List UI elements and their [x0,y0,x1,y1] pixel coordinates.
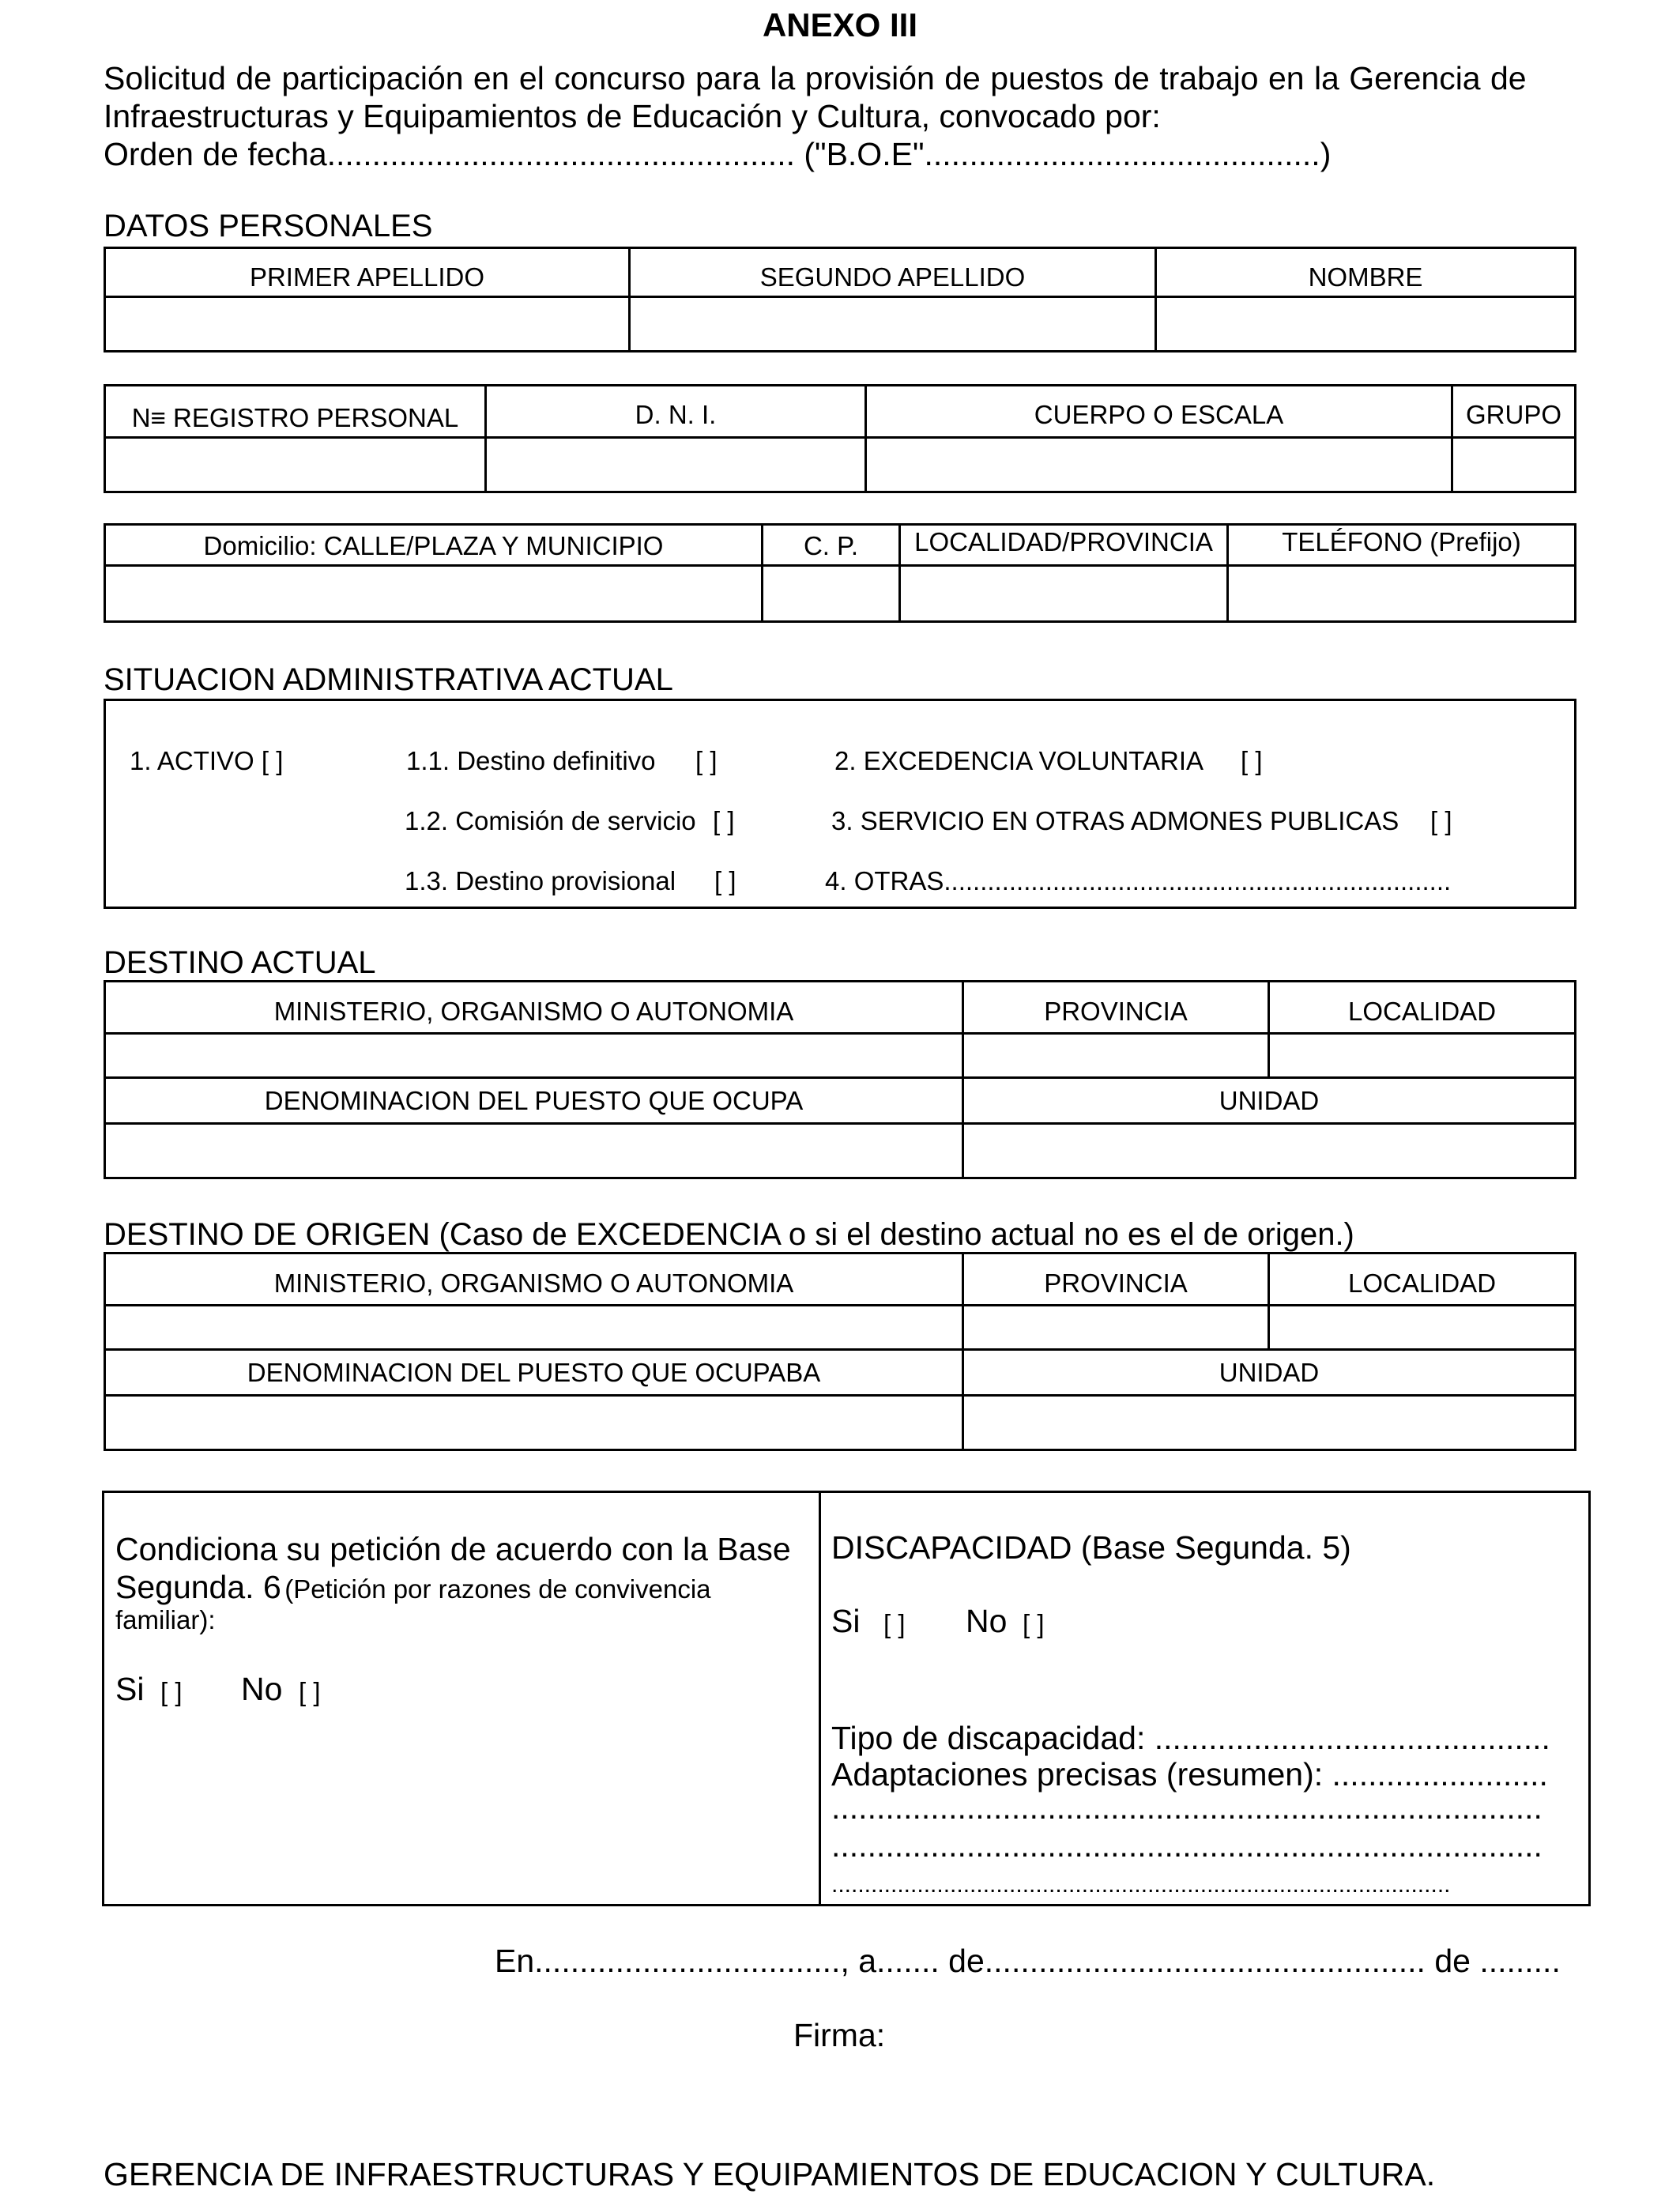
field-localidad[interactable] [1270,1035,1574,1076]
label-localidad-provincia: LOCALIDAD/PROVINCIA [914,527,1213,556]
option-destino-provisional-label: 1.3. Destino provisional [405,866,676,895]
label-unidad-origen: UNIDAD [1219,1358,1320,1387]
field-grupo[interactable] [1453,439,1574,491]
field-localidad-origen[interactable] [1270,1306,1574,1348]
discapacidad-heading: DISCAPACIDAD (Base Segunda. 5) [831,1529,1351,1566]
label-provincia-origen: PROVINCIA [1044,1269,1188,1298]
adaptaciones-line-2[interactable]: ............................................................................... [831,1827,1543,1864]
intro-line-3: Orden de fecha.................................................... ("B.O.E"............................................) [104,136,1332,172]
checkbox-excedencia[interactable]: [ ] [1241,746,1263,775]
checkbox-servicio-otras[interactable]: [ ] [1430,806,1452,835]
adaptaciones-line-1[interactable]: ............................................................................... [831,1789,1543,1826]
field-domicilio[interactable] [106,567,759,620]
label-registro-personal: N≡ REGISTRO PERSONAL [131,403,459,432]
adaptaciones-precisas[interactable]: Adaptaciones precisas (resumen): ........................ [831,1756,1548,1793]
field-telefono[interactable] [1229,567,1574,620]
label-denominacion-puesto-origen: DENOMINACION DEL PUESTO QUE OCUPABA [247,1358,821,1387]
label-ministerio: MINISTERIO, ORGANISMO O AUTONOMIA [273,997,794,1026]
field-localidad-provincia[interactable] [901,567,1224,620]
discapacidad-no-label: No [966,1603,1008,1639]
label-segundo-apellido: SEGUNDO APELLIDO [759,262,1026,292]
label-cp: C. P. [803,531,859,560]
field-unidad-origen[interactable] [964,1397,1574,1449]
label-denominacion-puesto: DENOMINACION DEL PUESTO QUE OCUPA [264,1086,804,1115]
condiciona-line-1: Condiciona su petición de acuerdo con la Base [115,1531,791,1567]
label-cuerpo-escala: CUERPO O ESCALA [1034,400,1284,429]
field-primer-apellido[interactable] [106,298,626,350]
field-nombre[interactable] [1157,298,1574,350]
section-heading-destino-actual: DESTINO ACTUAL [104,945,376,980]
field-cuerpo-escala[interactable] [867,439,1448,491]
option-destino-definitivo-label: 1.1. Destino definitivo [406,746,656,775]
place-date-line[interactable]: En.................................., a....... de................................................. de ......... [495,1943,1561,1979]
label-nombre: NOMBRE [1308,262,1423,292]
condiciona-line-2 [115,1569,711,1606]
condiciona-si-label: Si [115,1671,145,1707]
checkbox-comision[interactable]: [ ] [713,806,735,835]
field-ministerio[interactable] [106,1035,959,1076]
field-dni[interactable] [487,439,862,491]
intro-line-1: Solicitud de participación en el concurso para la provisión de puestos de trabajo en la Gerencia de [104,60,1527,96]
option-comision-label: 1.2. Comisión de servicio [405,806,696,835]
tipo-discapacidad[interactable]: Tipo de discapacidad: ............................................ [831,1720,1550,1756]
section-heading-destino-origen: DESTINO DE ORIGEN (Caso de EXCEDENCIA o si el destino actual no es el de origen.) [104,1217,1354,1252]
discapacidad-si-checkbox[interactable]: [ ] [883,1609,906,1638]
field-unidad[interactable] [964,1125,1574,1177]
section-heading-datos-personales: DATOS PERSONALES [104,209,433,243]
option-otras[interactable]: 4. OTRAS...................................................................... [825,866,1452,895]
field-provincia[interactable] [964,1035,1265,1076]
label-provincia: PROVINCIA [1044,997,1188,1026]
label-unidad: UNIDAD [1219,1086,1320,1115]
label-localidad-origen: LOCALIDAD [1347,1269,1497,1298]
condiciona-razones: (Petición por razones de convivencia [284,1574,711,1604]
label-grupo: GRUPO [1465,400,1561,429]
condiciona-line-3: familiar): [115,1605,216,1634]
option-servicio-otras-label: 3. SERVICIO EN OTRAS ADMONES PUBLICAS [831,806,1399,835]
condiciona-base: Segunda. 6 [115,1569,281,1605]
field-segundo-apellido[interactable] [631,298,1152,350]
field-denominacion-puesto-origen[interactable] [106,1397,959,1449]
label-dni: D. N. I. [635,400,717,429]
field-denominacion-puesto[interactable] [106,1125,959,1177]
condiciona-no-label: No [241,1671,283,1707]
label-domicilio: Domicilio: CALLE/PLAZA Y MUNICIPIO [203,531,664,560]
option-activo[interactable]: 1. ACTIVO [ ] [130,746,284,775]
field-provincia-origen[interactable] [964,1306,1265,1348]
label-telefono: TELÉFONO (Prefijo) [1282,527,1521,556]
firma-label: Firma: [793,2017,886,2053]
intro-line-2: Infraestructuras y Equipamientos de Educación y Cultura, convocado por: [104,98,1161,134]
field-cp[interactable] [763,567,896,620]
field-registro-personal[interactable] [106,439,482,491]
document-title: ANEXO III [762,6,918,43]
gerencia-footer: GERENCIA DE INFRAESTRUCTURAS Y EQUIPAMIENTOS DE EDUCACION Y CULTURA. [104,2156,1436,2192]
checkbox-destino-provisional[interactable]: [ ] [714,866,736,895]
label-localidad: LOCALIDAD [1347,997,1497,1026]
option-excedencia-label: 2. EXCEDENCIA VOLUNTARIA [834,746,1204,775]
adaptaciones-line-3[interactable]: .............................................................................................. [831,1872,1451,1898]
condiciona-si-checkbox[interactable]: [ ] [160,1677,183,1706]
field-ministerio-origen[interactable] [106,1306,959,1348]
section-heading-situacion: SITUACION ADMINISTRATIVA ACTUAL [104,662,673,697]
discapacidad-no-checkbox[interactable]: [ ] [1023,1609,1045,1638]
label-primer-apellido: PRIMER APELLIDO [249,262,485,292]
discapacidad-si-label: Si [831,1603,861,1639]
label-ministerio-origen: MINISTERIO, ORGANISMO O AUTONOMIA [273,1269,794,1298]
condiciona-no-checkbox[interactable]: [ ] [299,1677,321,1706]
checkbox-destino-definitivo[interactable]: [ ] [695,746,718,775]
